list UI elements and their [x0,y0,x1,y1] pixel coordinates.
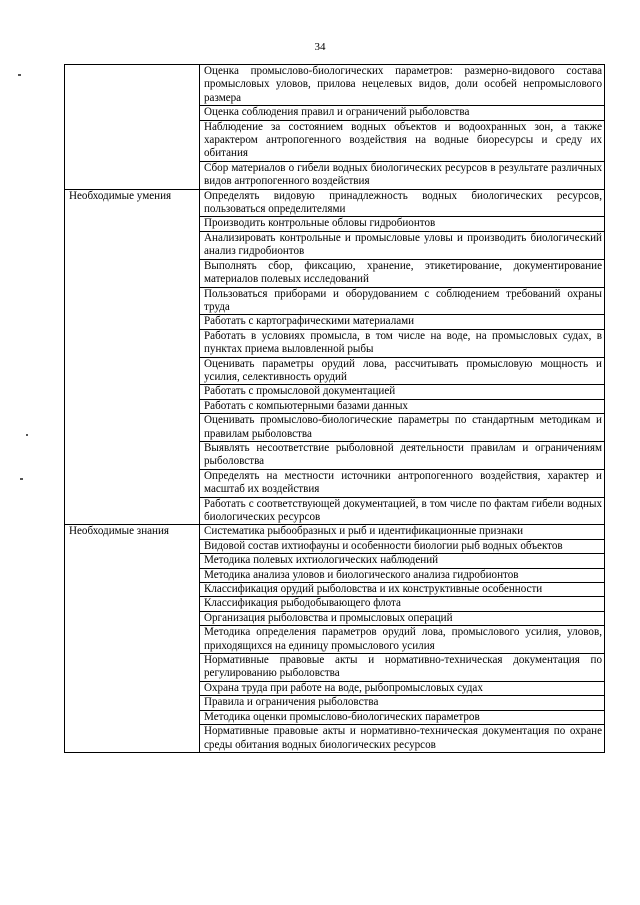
list-item: Работать с соответствующей документацией, в том числе по фактам гибели водных биологических ресурсов [200,497,605,525]
list-item: Наблюдение за состоянием водных объектов и водоохранных зон, а также характером антропогенного воздействия на водные биоресурсы и среду их обитания [200,120,605,161]
list-item: Методика полевых ихтиологических наблюдений [200,554,605,568]
list-item: Методика определения параметров орудий лова, промыслового усилия, уловов, приходящихся на единицу промыслового усилия [200,626,605,654]
list-item: Видовой состав ихтиофауны и особенности биологии рыб водных объектов [200,539,605,553]
list-item: Методика анализа уловов и биологического анализа гидробионтов [200,568,605,582]
list-item: Работать в условиях промысла, в том числе на воде, на промысловых судах, в пунктах приема выловленной рыбы [200,329,605,357]
list-item: Выполнять сбор, фиксацию, хранение, этикетирование, документирование материалов полевых исследований [200,259,605,287]
list-item: Оценка соблюдения правил и ограничений рыболовства [200,106,605,120]
list-item: Выявлять несоответствие рыболовной деятельности правилам и ограничениям рыболовства [200,441,605,469]
list-item: Правила и ограничения рыболовства [200,696,605,710]
table-row [65,525,605,539]
list-item: Организация рыболовства и промысловых операций [200,611,605,625]
list-item: Сбор материалов о гибели водных биологических ресурсов в результате различных видов антропогенного воздействия [200,161,605,189]
list-item: Оценивать промыслово-биологические параметры по стандартным методикам и правилам рыболовства [200,414,605,442]
list-item: Систематика рыбообразных и рыб и идентификационные признаки [200,525,605,539]
list-item: Производить контрольные обловы гидробионтов [200,217,605,231]
list-item: Классификация орудий рыболовства и их конструктивные особенности [200,583,605,597]
scan-artifact [20,478,23,480]
list-item: Работать с картографическими материалами [200,315,605,329]
section-label: Необходимые знания [65,525,200,753]
scan-artifact [18,74,21,76]
page-number: 34 [314,41,326,53]
list-item: Классификация рыбодобывающего флота [200,597,605,611]
section-label [65,65,200,190]
list-item: Оценка промыслово-биологических параметров: размерно-видового состава промысловых уловов, прилова нецелевых видов, доли особей непромыслового размера [200,65,605,106]
table-row [65,65,605,106]
list-item: Работать с промысловой документацией [200,385,605,399]
list-item: Определять видовую принадлежность водных биологических ресурсов, пользоваться определителями [200,189,605,217]
list-item: Работать с компьютерными базами данных [200,399,605,413]
section-label: Необходимые умения [65,189,200,525]
list-item: Анализировать контрольные и промысловые уловы и производить биологический анализ гидробионтов [200,231,605,259]
list-item: Нормативные правовые акты и нормативно-техническая документация по регулированию рыболовства [200,654,605,682]
table-row [65,189,605,217]
list-item: Пользоваться приборами и оборудованием с соблюдением требований охраны труда [200,287,605,315]
list-item: Определять на местности источники антропогенного воздействия, характер и масштаб их воздействия [200,469,605,497]
competency-table [64,64,605,753]
scan-artifact [26,434,28,436]
list-item: Методика оценки промыслово-биологических параметров [200,710,605,724]
list-item: Нормативные правовые акты и нормативно-техническая документация по охране среды обитания водных биологических ресурсов [200,725,605,753]
list-item: Охрана труда при работе на воде, рыбопромысловых судах [200,681,605,695]
list-item: Оценивать параметры орудий лова, рассчитывать промысловую мощность и усилия, селективность орудий [200,357,605,385]
